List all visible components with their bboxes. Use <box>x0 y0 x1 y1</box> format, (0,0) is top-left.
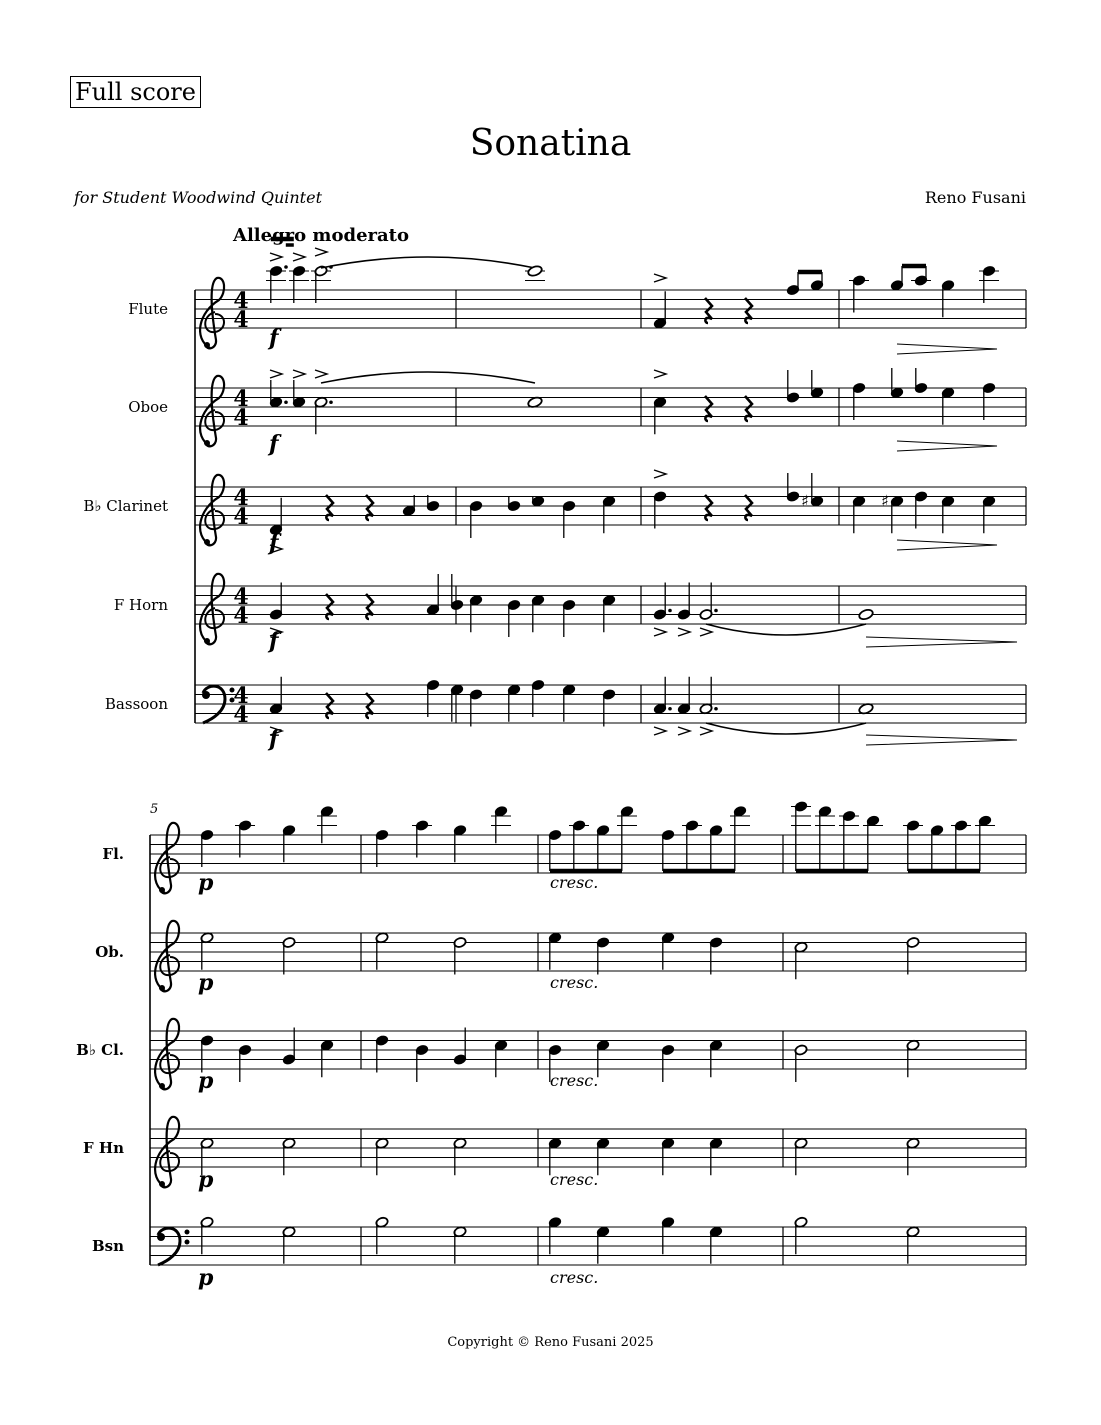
quarter-rest <box>366 495 373 520</box>
dynamic-marking: f <box>269 726 279 752</box>
dynamic-marking: p <box>198 1167 214 1193</box>
accent-mark <box>678 628 690 636</box>
augmentation-dot <box>329 400 333 404</box>
instrument-name: Oboe <box>128 398 168 416</box>
decrescendo-hairpin <box>897 344 997 354</box>
treble-clef <box>155 823 179 894</box>
quarter-rest <box>705 396 712 421</box>
staff <box>150 933 1026 971</box>
augmentation-dot <box>714 609 718 613</box>
accent-mark <box>270 370 282 378</box>
time-signature-numerator: 4 <box>233 386 249 412</box>
quarter-rest <box>326 693 333 718</box>
augmentation-dot <box>668 609 672 613</box>
staff <box>195 586 1026 624</box>
clef-dot <box>204 638 210 644</box>
sharp-accidental: ♯ <box>801 491 809 511</box>
accent-mark <box>654 370 666 378</box>
staff <box>150 1129 1026 1167</box>
time-signature <box>233 584 248 629</box>
instrument-name: F Hn <box>83 1139 124 1157</box>
time-signature-numerator: 4 <box>233 584 249 610</box>
treble-clef <box>200 278 224 349</box>
quarter-rest <box>705 298 712 323</box>
quarter-rest <box>326 495 333 520</box>
sharp-accidental: ♯ <box>881 491 889 511</box>
time-signature <box>233 386 248 431</box>
copyright-footer: Copyright © Reno Fusani 2025 <box>447 1335 654 1350</box>
clef-dot <box>159 985 165 991</box>
time-signature <box>233 485 248 530</box>
expression-text: cresc. <box>550 1071 599 1090</box>
clef-dot <box>159 1083 165 1089</box>
clef-dot <box>204 539 210 545</box>
staff <box>150 835 1026 873</box>
dynamic-marking: p <box>198 1068 214 1094</box>
score-label: Full score <box>70 76 201 108</box>
quarter-rest <box>745 396 752 421</box>
time-signature <box>233 288 248 333</box>
time-signature-numerator: 4 <box>233 683 249 709</box>
decrescendo-hairpin <box>866 735 1017 745</box>
expression-text: cresc. <box>550 873 599 892</box>
augmentation-dot <box>284 265 288 269</box>
clef-dot <box>185 1230 190 1235</box>
decrescendo-hairpin <box>897 441 997 451</box>
treble-clef <box>155 921 179 992</box>
accent-mark <box>654 727 666 735</box>
augmentation-dot <box>284 400 288 404</box>
dynamic-marking: f <box>269 530 279 556</box>
quarter-rest <box>705 495 712 520</box>
instrument-name: B♭ Cl. <box>76 1041 124 1059</box>
notehead <box>858 608 874 621</box>
quarter-rest <box>745 298 752 323</box>
instrument-name: Bassoon <box>104 695 168 713</box>
expression-text: cresc. <box>550 1170 599 1189</box>
augmentation-dot <box>668 707 672 711</box>
time-signature-numerator: 4 <box>233 288 249 314</box>
staff <box>150 1227 1026 1265</box>
dynamic-marking: f <box>269 431 279 457</box>
tempo-marking: Allegro moderato <box>233 225 409 246</box>
accent-mark <box>700 628 712 636</box>
subtitle: for Student Woodwind Quintet <box>74 188 322 207</box>
time-signature-denominator: 4 <box>233 405 249 431</box>
accent-mark <box>293 370 305 378</box>
piece-title: Sonatina <box>469 123 632 164</box>
tie-slur <box>706 624 866 635</box>
accent-mark <box>678 727 690 735</box>
time-signature-denominator: 4 <box>233 504 249 530</box>
accent-mark <box>700 727 712 735</box>
dynamic-marking: p <box>198 870 214 896</box>
instrument-name: Bsn <box>91 1237 124 1255</box>
quarter-rest <box>366 594 373 619</box>
instrument-name: Fl. <box>102 845 124 863</box>
clef-dot <box>204 342 210 348</box>
quarter-rest <box>366 693 373 718</box>
expression-text: cresc. <box>550 1268 599 1287</box>
dynamic-marking: p <box>198 970 214 996</box>
time-signature-numerator: 4 <box>233 485 249 511</box>
instrument-name: F Horn <box>113 596 168 614</box>
treble-clef <box>200 574 224 645</box>
time-signature-denominator: 4 <box>233 702 249 728</box>
tie-slur <box>706 723 866 734</box>
instrument-name: B♭ Clarinet <box>83 497 168 515</box>
measure-number: 5 <box>150 802 159 817</box>
dynamic-marking: f <box>269 628 279 654</box>
staff <box>195 487 1026 525</box>
time-signature <box>233 683 248 728</box>
clef-dot <box>159 887 165 893</box>
clef-dot <box>159 1181 165 1187</box>
clef-dot <box>185 1240 190 1245</box>
instrument-name: Flute <box>128 300 168 318</box>
decrescendo-hairpin <box>897 540 997 550</box>
accent-mark <box>315 248 327 256</box>
accent-mark <box>654 470 666 478</box>
quarter-rest <box>326 594 333 619</box>
time-signature-denominator: 4 <box>233 307 249 333</box>
bass-clef <box>202 686 235 723</box>
tie-slur <box>321 372 535 383</box>
treble-clef <box>155 1019 179 1090</box>
decrescendo-hairpin <box>866 637 1017 647</box>
treble-clef <box>200 376 224 447</box>
clef-dot <box>204 440 210 446</box>
treble-clef <box>155 1117 179 1188</box>
tie-slur <box>321 257 535 268</box>
instrument-name: Ob. <box>95 943 124 961</box>
bass-clef <box>157 1228 190 1265</box>
staff <box>150 1031 1026 1069</box>
expression-text: cresc. <box>550 973 599 992</box>
dynamic-marking: f <box>269 325 279 351</box>
dynamic-marking: p <box>198 1265 214 1291</box>
accent-mark <box>654 628 666 636</box>
accent-mark <box>654 274 666 282</box>
augmentation-dot <box>714 707 718 711</box>
accent-mark <box>315 370 327 378</box>
accent-mark <box>270 253 282 261</box>
accent-mark <box>293 253 305 261</box>
time-signature-denominator: 4 <box>233 603 249 629</box>
quarter-rest <box>745 495 752 520</box>
composer: Reno Fusani <box>924 188 1026 207</box>
treble-clef <box>200 475 224 546</box>
staff <box>195 290 1026 328</box>
